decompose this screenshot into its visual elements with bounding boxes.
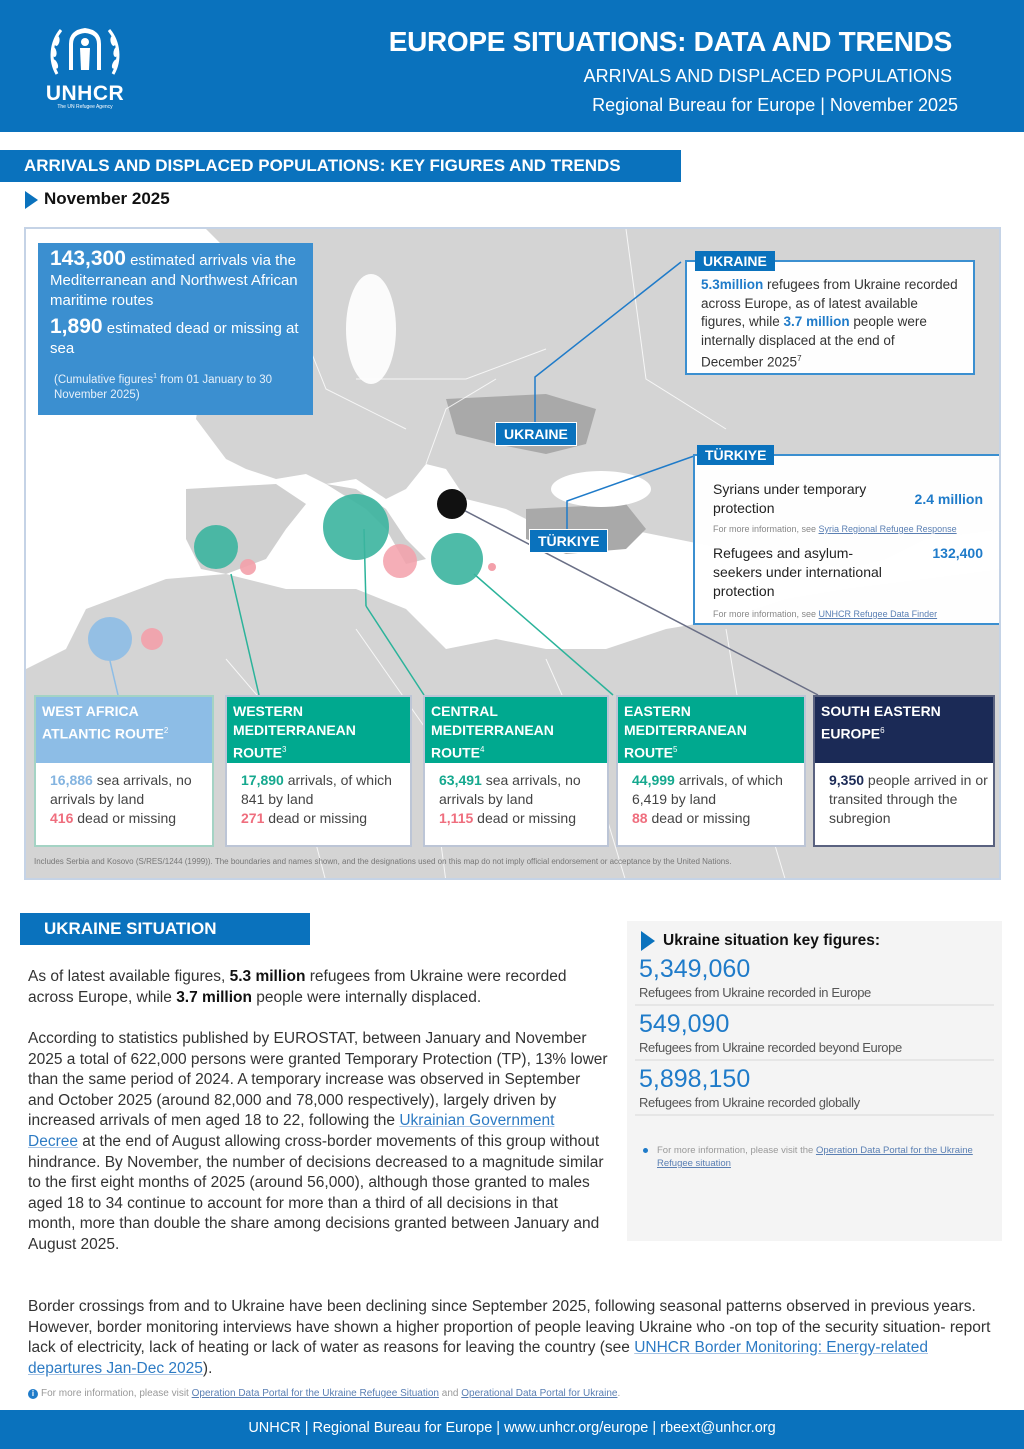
ukraine-idp-value: 3.7 million — [783, 314, 850, 329]
route-south-eastern-europe — [813, 695, 995, 847]
ukraine-key-figures-panel — [627, 921, 1002, 1241]
key-figure-europe — [635, 951, 994, 1006]
info-icon: i — [28, 1389, 38, 1399]
syrians-tp-value: 2.4 million — [914, 490, 983, 507]
operation-data-portal-link[interactable]: Operation Data Portal for the Ukraine Refugee situation — [657, 1145, 973, 1169]
more-info-line: i For more information, please visit Operation Data Portal for the Ukraine Refugee Situation and Operational Data Portal for Ukraine. — [28, 1388, 620, 1399]
syria-response-link[interactable]: Syria Regional Refugee Response — [818, 524, 957, 534]
total-arrivals-value: 143,300 — [50, 247, 126, 270]
unhcr-emblem-icon — [47, 24, 123, 82]
map-disclaimer: Includes Serbia and Kosovo (S/RES/1244 (1999)). The boundaries and names shown, and the designations used on this map do not imply official endorsement or acceptance by the United Nations. — [34, 857, 732, 866]
ukraine-operational-portal-link[interactable]: Operational Data Portal for Ukraine — [461, 1388, 618, 1399]
route-stats: 44,999 arrivals, of which 6,419 by land 88 dead or missing — [632, 772, 783, 826]
logo-tagline: The UN Refugee Agency — [57, 104, 113, 110]
ukraine-refugees-value: 5.3million — [701, 277, 764, 292]
section-title-ukraine: UKRAINE SITUATION — [20, 913, 310, 945]
route-stats: 17,890 arrivals, of which 841 by land 271 dead or missing — [241, 772, 392, 826]
page-footer: UNHCR | Regional Bureau for Europe | www.unhcr.org/europe | rbeext@unhcr.org — [0, 1410, 1024, 1449]
page-header — [0, 0, 1024, 132]
key-figure-label: Refugees from Ukraine recorded globally — [639, 1095, 860, 1110]
syrians-tp-row — [713, 480, 983, 518]
ukraine-intro-paragraph: As of latest available figures, 5.3 million refugees from Ukraine were recorded across Europe, while 3.7 million people were internally displaced. — [28, 968, 567, 1006]
report-month — [25, 189, 170, 209]
map-label-ukraine: UKRAINE — [495, 422, 577, 446]
turkiye-callout-tag: TÜRKIYE — [697, 445, 774, 465]
key-figure-label: Refugees from Ukraine recorded in Europe — [639, 985, 871, 1000]
page-subtitle: ARRIVALS AND DISPLACED POPULATIONS — [583, 66, 952, 86]
unhcr-logo — [40, 24, 130, 116]
key-figures-title: Ukraine situation key figures: — [641, 931, 994, 951]
key-figure-value: 5,898,150 — [639, 1065, 751, 1093]
route-title: SOUTH EASTERN EUROPE$^6$ — [815, 697, 993, 763]
triangle-bullet-icon — [641, 931, 655, 951]
eurostat-paragraph: According to statistics published by EUROSTAT, between January and November 2025 a total of 622,000 persons were granted Temporary Protection (TP), 13% lower than the same period of 2024. A temporary increase was observed in September and October 2025 (around 82,000 and 78,000 respectively), largely driven by increased arrivals of men aged 18 to 22, following the Ukrainian Government Decree at the end of August allowing cross-border movements of this group without hindrance. By November, the number of decisions decreased to a magnitude similar to the first eight months of 2025 (around 56,000), although those granted to males aged 18 to 34 continue to account for more than a third of all decisions in that month, more than double the share among decisions granted between January and August 2025. — [28, 1030, 608, 1253]
key-figure-beyond-europe — [635, 1006, 994, 1061]
route-stats: 16,886 sea arrivals, no arrivals by land 416 dead or missing — [50, 772, 192, 826]
key-figure-label: Refugees from Ukraine recorded beyond Europe — [639, 1040, 902, 1055]
syrians-tp-label: Syrians under temporary protection — [713, 481, 867, 516]
key-figure-value: 549,090 — [639, 1010, 730, 1038]
key-figures-note: For more information, please visit the Operation Data Portal for the Ukraine Refugee situation — [657, 1144, 994, 1170]
route-central-mediterranean — [423, 695, 609, 847]
refugees-ip-label: Refugees and asylum-seekers under international protection — [713, 545, 882, 599]
arrivals-map — [24, 227, 1001, 880]
route-eastern-mediterranean — [616, 695, 806, 847]
ukraine-callout-tag: UKRAINE — [695, 251, 775, 271]
route-title: CENTRAL MEDITERRANEAN ROUTE$^4$ — [425, 697, 607, 763]
total-arrivals-text: estimated arrivals via the Mediterranean and Northwest African maritime routes — [50, 252, 298, 309]
west-africa-arrivals-bubble — [88, 617, 132, 661]
refugee-data-finder-link[interactable]: UNHCR Refugee Data Finder — [818, 609, 938, 619]
border-crossings-paragraph: Border crossings from and to Ukraine have been declining since September 2025, following seasonal patterns observed in previous years. However, border monitoring interviews have shown a higher proportion of people leaving Ukraine who -on top of the security situation- report lack of electricity, lack of heating or lack of water as reasons for leaving the country (see UNHCR Border Monitoring: Energy-related departures Jan-Dec 2025). — [28, 1298, 991, 1377]
refugee-data-finder-note: For more information, see UNHCR Refugee Data Finder — [713, 609, 938, 619]
section-title-key-figures: ARRIVALS AND DISPLACED POPULATIONS: KEY FIGURES AND TRENDS — [0, 150, 681, 182]
total-dead-text: estimated dead or missing at sea — [50, 320, 299, 357]
triangle-bullet-icon — [25, 191, 38, 209]
bureau-date-line: Regional Bureau for Europe | November 2025 — [592, 95, 958, 115]
route-west-africa-atlantic — [34, 695, 214, 847]
logo-wordmark: UNHCR — [45, 82, 125, 105]
turkiye-callout — [693, 454, 1001, 625]
month-label: November 2025 — [44, 189, 170, 208]
refugees-ip-value: 132,400 — [932, 545, 983, 561]
route-stats: 63,491 sea arrivals, no arrivals by land 1,115 dead or missing — [439, 772, 581, 826]
ukrainian-government-decree-link[interactable]: Ukrainian Government Decree — [28, 1112, 555, 1150]
key-figure-global — [635, 1061, 994, 1116]
refugees-ip-row — [713, 544, 983, 601]
cumulative-note: (Cumulative figures$^1$ from 01 January to 30 November 2025) — [54, 373, 273, 401]
syria-response-note: For more information, see Syria Regional Refugee Response — [713, 524, 957, 534]
maritime-summary-box — [38, 243, 313, 415]
map-label-turkiye: TÜRKIYE — [529, 529, 608, 553]
ukraine-callout: 5.3million refugees from Ukraine recorded across Europe, as of latest available figures, while 3.7 million people were internally displaced at the end of December 2025$^7$ — [685, 260, 975, 375]
route-western-mediterranean — [225, 695, 412, 847]
border-monitoring-link[interactable]: UNHCR Border Monitoring: Energy-related departures Jan-Dec 2025 — [28, 1339, 928, 1377]
page-title: EUROPE SITUATIONS: DATA AND TRENDS — [388, 26, 952, 57]
route-title: EASTERN MEDITERRANEAN ROUTE$^5$ — [618, 697, 804, 763]
ukraine-refugee-portal-link[interactable]: Operation Data Portal for the Ukraine Refugee Situation — [191, 1388, 439, 1399]
route-title: WEST AFRICA ATLANTIC ROUTE$^2$ — [36, 697, 212, 763]
route-stats: 9,350 people arrived in or transited through the subregion — [829, 772, 988, 826]
route-title: WESTERN MEDITERRANEAN ROUTE$^3$ — [227, 697, 410, 763]
total-dead-value: 1,890 — [50, 315, 103, 338]
key-figure-value: 5,349,060 — [639, 955, 751, 983]
